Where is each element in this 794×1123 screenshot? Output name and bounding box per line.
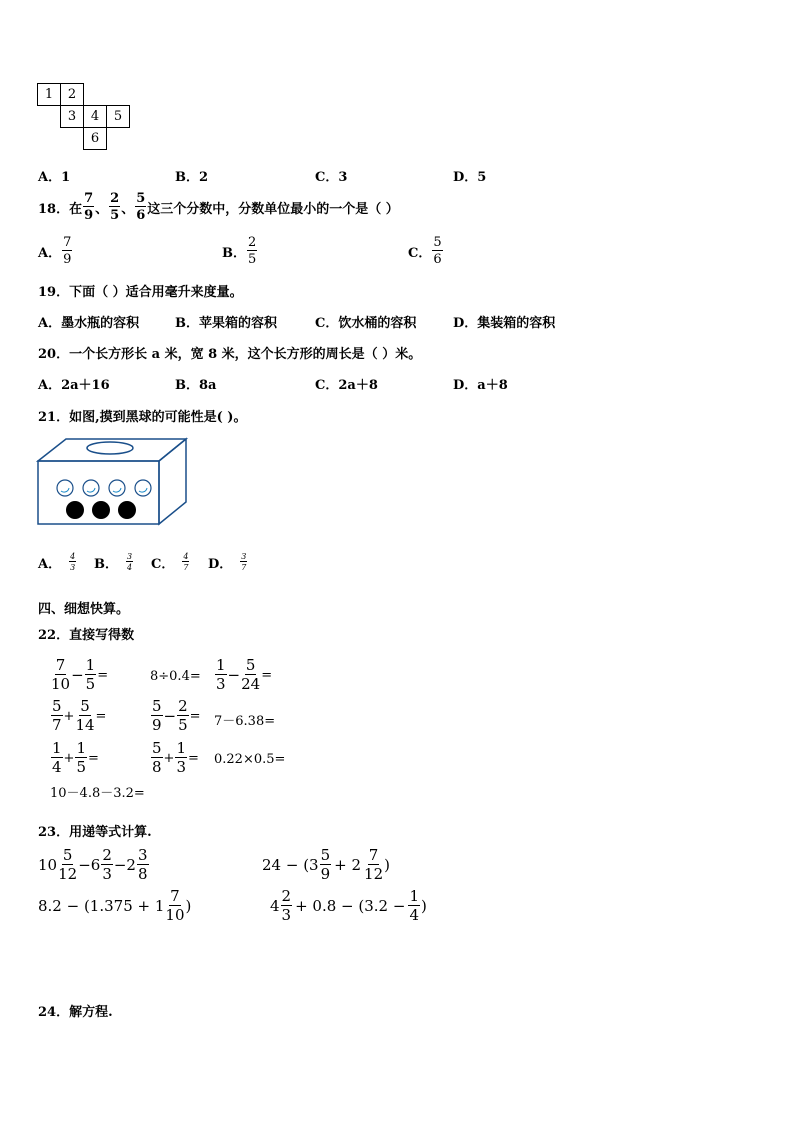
net-cell: 5 [107,106,130,128]
option-a[interactable]: A．2a＋16 [38,378,110,393]
ball-box-illustration [36,436,188,528]
option-a[interactable]: A． $\frac{7}{9}$ [38,235,72,267]
fraction: $\frac{2}{5}$ [110,191,120,223]
expression: $\frac{5}{9}$ − $\frac{2}{5}$ = [152,697,201,734]
option-c[interactable]: C．3 [315,170,348,185]
expression: 7－6.38= [214,714,276,729]
question-18-stem [38,192,399,222]
option-d[interactable]: D． $\frac{3}{7}$ [208,552,247,572]
net-cell: 2 [61,84,84,106]
net-cell: 3 [61,106,84,128]
black-ball [92,501,110,519]
option-c[interactable]: C． $\frac{5}{6}$ [408,235,442,267]
question-number: 18．在 [38,201,83,217]
fraction: $\frac{7}{9}$ [63,235,72,267]
option-d[interactable]: D．集装箱的容积 [453,316,556,331]
separator: 、 [95,201,109,217]
black-ball [118,501,136,519]
white-ball [57,480,73,496]
black-ball [66,501,84,519]
expression: 4 $\frac{2}{3}$ + 0.8 − (3.2 − $\frac{1}{4}$ ) [270,887,427,924]
fraction: $\frac{5}{6}$ [433,235,442,267]
expression: 8.2 − (1.375 + 1 $\frac{7}{10}$ ) [38,887,192,924]
expression: 10 $\frac{5}{12}$ −6 $\frac{2}{3}$ −2 $\frac{3}{8}$ [38,846,148,883]
expression: 10－4.8－3.2= [50,786,145,801]
white-balls [57,480,151,496]
option-a[interactable]: A． $\frac{4}{3}$ [38,552,76,572]
net-cell: 6 [84,128,107,150]
option-b[interactable]: B． $\frac{3}{4}$ [94,552,133,572]
expression: 0.22×0.5= [214,752,286,767]
separator: 、 [121,201,135,217]
option-b[interactable]: B．苹果箱的容积 [175,316,277,331]
question-19-stem: 19．下面（ ）适合用毫升来度量。 [38,285,243,300]
question-20-stem: 20．一个长方形长 a 米，宽 8 米，这个长方形的周长是（ ）米。 [38,347,422,362]
white-ball [83,480,99,496]
option-c[interactable]: C． $\frac{4}{7}$ [151,552,189,572]
white-ball [109,480,125,496]
option-d[interactable]: D．5 [453,170,487,185]
expression: $\frac{5}{7}$ + $\frac{5}{14}$ = [52,697,107,734]
expression: $\frac{1}{3}$ − $\frac{5}{24}$ = [216,656,273,693]
box-opening [87,442,133,454]
white-ball [135,480,151,496]
box-side [159,439,186,524]
question-text: 这三个分数中，分数单位最小的一个是（ ） [147,201,399,217]
option-c[interactable]: C．饮水桶的容积 [315,316,417,331]
expression: $\frac{7}{10}$ − $\frac{1}{5}$ = [51,656,109,693]
option-c[interactable]: C．2a＋8 [315,378,378,393]
expression: 24 − (3 $\frac{5}{9}$ + 2 $\frac{7}{12}$ ) [262,846,390,883]
question-24-stem: 24．解方程. [38,1005,113,1020]
fraction: $\frac{5}{6}$ [136,191,146,223]
section-heading: 四、细想快算。 [38,602,130,617]
question-21-stem: 21．如图,摸到黑球的可能性是( )。 [38,410,247,425]
option-b[interactable]: B．8a [175,378,217,393]
fraction: $\frac{7}{9}$ [84,191,94,223]
net-cell: 4 [84,106,107,128]
fraction: $\frac{2}{5}$ [248,235,257,267]
question-22-stem: 22．直接写得数 [38,628,135,643]
option-b[interactable]: B．2 [175,170,209,185]
fraction: $\frac{3}{7}$ [241,552,247,572]
option-d[interactable]: D．a＋8 [453,378,508,393]
expression: 8÷0.4= [150,669,201,684]
fraction: $\frac{4}{7}$ [183,552,189,572]
option-a[interactable]: A．墨水瓶的容积 [38,316,140,331]
net-cell: 1 [38,84,61,106]
option-a[interactable]: A．1 [38,170,71,185]
option-b[interactable]: B． $\frac{2}{5}$ [222,235,257,267]
expression: $\frac{1}{4}$ + $\frac{1}{5}$ = [52,739,99,776]
black-balls [66,501,136,519]
cube-net [37,83,130,150]
expression: $\frac{5}{8}$ + $\frac{1}{3}$ = [152,739,199,776]
fraction: $\frac{3}{4}$ [127,552,133,572]
fraction: $\frac{4}{3}$ [70,552,76,572]
question-23-stem: 23．用递等式计算. [38,825,152,840]
